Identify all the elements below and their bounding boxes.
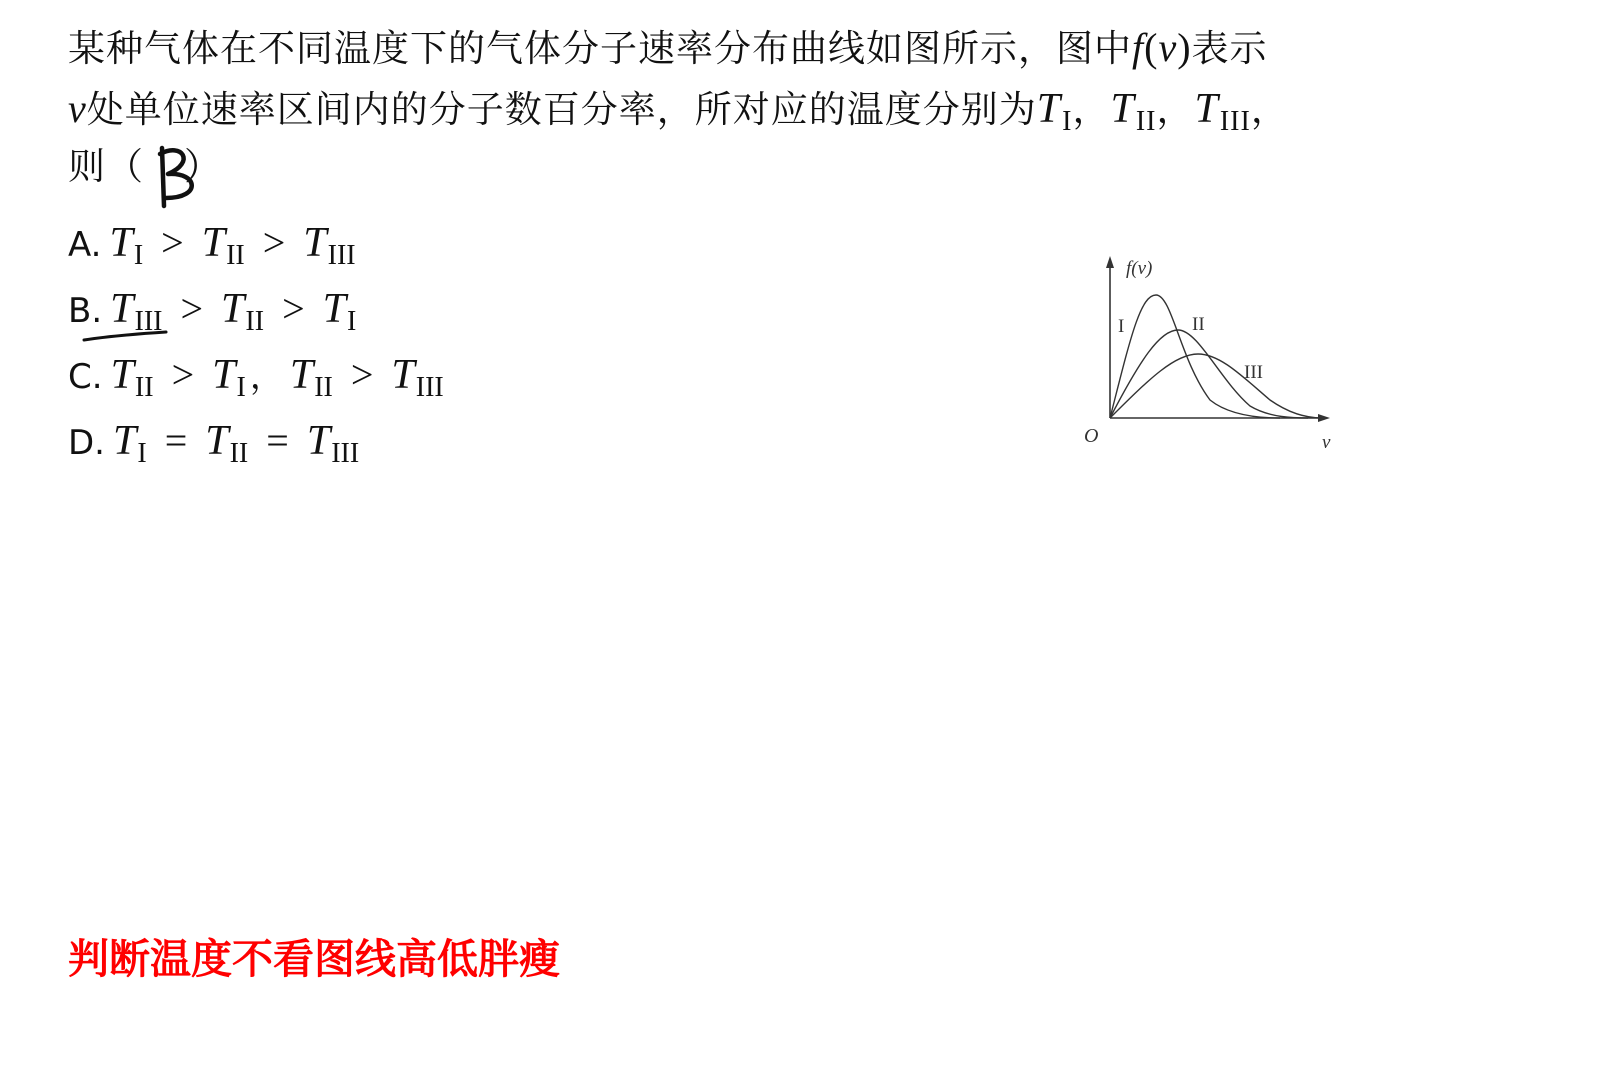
f-symbol: f xyxy=(1132,25,1145,70)
option-c xyxy=(68,352,444,403)
question-text-3-close: ） xyxy=(184,145,222,188)
handwritten-answer-b xyxy=(152,140,212,212)
subscript: I xyxy=(346,306,357,337)
x-axis-label: v xyxy=(1322,432,1331,453)
comma: ， xyxy=(1072,88,1111,131)
curve-iii xyxy=(1110,354,1322,418)
t-symbol: T xyxy=(1036,86,1062,132)
option-b xyxy=(68,286,357,337)
operator: > xyxy=(350,352,374,397)
option-a xyxy=(68,220,356,271)
subscript: III xyxy=(415,372,444,403)
speed-distribution-graph xyxy=(1070,250,1350,460)
t-symbol: T xyxy=(201,220,226,266)
subscript: III xyxy=(327,240,356,271)
subscript: III xyxy=(1219,106,1251,137)
question-line-2 xyxy=(68,86,1289,137)
paren-close: ) xyxy=(1177,25,1192,70)
operator: > xyxy=(161,220,184,265)
t-symbol: T xyxy=(306,418,331,464)
subscript: I xyxy=(133,240,144,271)
handwritten-underline xyxy=(80,326,170,346)
subscript: II xyxy=(134,372,154,403)
paren-open: ( xyxy=(1144,25,1159,70)
subscript: II xyxy=(226,240,245,271)
option-label: A. xyxy=(68,225,102,265)
question-text-1: 某种气体在不同温度下的气体分子速率分布曲线如图所示，图中 xyxy=(68,27,1132,70)
subscript: I xyxy=(1062,106,1073,137)
question-text-3: 则（ xyxy=(68,145,144,188)
t-symbol: T xyxy=(322,286,346,332)
operator: = xyxy=(164,418,188,463)
option-label: D. xyxy=(68,423,105,463)
t-symbol: T xyxy=(205,418,229,464)
t-symbol: T xyxy=(212,352,236,398)
t-symbol: T xyxy=(221,286,245,332)
subscript: II xyxy=(229,438,249,469)
t-symbol: T xyxy=(113,418,137,464)
t-symbol: T xyxy=(110,286,134,332)
v-arg: v xyxy=(1158,25,1178,70)
subscript: II xyxy=(1135,106,1157,137)
subscript: III xyxy=(331,438,360,469)
comma: ， xyxy=(1250,88,1289,131)
comma: ， xyxy=(1156,88,1195,131)
t-symbol: T xyxy=(391,352,415,398)
t-symbol: T xyxy=(303,220,327,266)
subscript: II xyxy=(245,306,265,337)
option-d xyxy=(68,418,360,469)
red-note: 判断温度不看图线高低胖瘦 xyxy=(68,935,560,983)
operator: > xyxy=(180,286,204,331)
subscript: I xyxy=(137,438,147,469)
comma: ， xyxy=(249,357,284,397)
t-symbol: T xyxy=(109,220,133,266)
curve-label-ii: II xyxy=(1192,314,1205,335)
y-axis-label: f(v) xyxy=(1126,258,1153,279)
v-symbol: v xyxy=(68,86,87,131)
operator: > xyxy=(171,352,195,397)
subscript: III xyxy=(134,306,163,337)
operator: > xyxy=(262,220,286,265)
subscript: I xyxy=(236,372,246,403)
question-text-2: 处单位速率区间内的分子数百分率，所对应的温度分别为 xyxy=(86,88,1037,131)
question-text-1-tail: 表示 xyxy=(1191,27,1268,70)
curve-label-iii: III xyxy=(1244,362,1263,383)
t-symbol: T xyxy=(289,352,314,398)
t-symbol: T xyxy=(1110,86,1135,132)
operator: = xyxy=(266,418,289,463)
t-symbol: T xyxy=(1194,86,1219,132)
t-symbol: T xyxy=(110,352,134,398)
origin-label: O xyxy=(1084,425,1099,447)
operator: > xyxy=(282,286,305,331)
option-label: B. xyxy=(68,291,103,331)
y-axis-arrow xyxy=(1106,256,1114,268)
subscript: II xyxy=(314,372,333,403)
curve-label-i: I xyxy=(1118,316,1125,337)
question-line-1 xyxy=(68,25,1268,70)
option-label: C. xyxy=(68,357,103,397)
